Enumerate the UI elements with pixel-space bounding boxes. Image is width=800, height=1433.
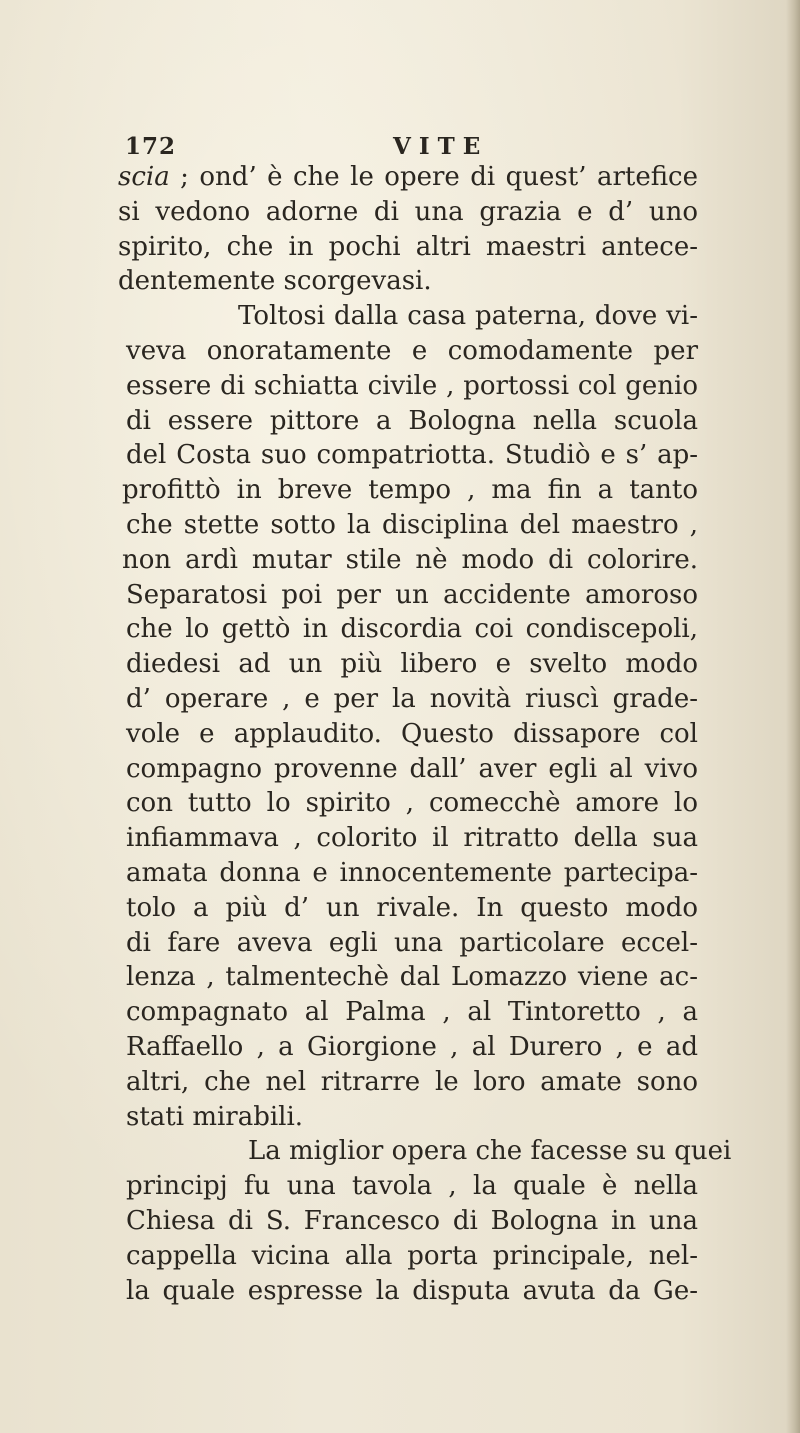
running-title: VITE	[393, 133, 489, 160]
page-edge-shadow	[786, 0, 800, 1433]
page-header	[125, 133, 690, 161]
text-line: amata donna e innocentemente partecipa-	[126, 857, 698, 888]
page-number: 172	[125, 133, 177, 160]
text-line: lenza , talmentechè dal Lomazzo viene ac-	[126, 962, 698, 993]
text-line: principj fu una tavola , la quale è nella	[126, 1171, 698, 1202]
text-line: Raffaello , a Giorgione , al Durero , e ad	[126, 1031, 698, 1062]
text-line: veva onoratamente e comodamente per	[126, 335, 698, 366]
text-line: del Costa suo compatriotta. Studiò e s’ ap-	[126, 440, 698, 471]
text-line: di essere pittore a Bologna nella scuola	[126, 405, 698, 436]
text-line: altri, che nel ritrarre le loro amate sono	[126, 1066, 698, 1097]
text-line: profittò in breve tempo , ma fin a tanto	[122, 475, 698, 506]
text-line: spirito, che in pochi altri maestri antece-	[118, 231, 698, 262]
text-line: stati mirabili.	[126, 1101, 304, 1132]
text-line: diedesi ad un più libero e svelto modo	[126, 649, 698, 680]
text-line: compagno provenne dall’ aver egli al vivo	[126, 753, 698, 784]
text-line: cappella vicina alla porta principale, nel-	[126, 1240, 698, 1271]
text-line: di fare aveva egli una particolare eccel-	[126, 927, 698, 958]
text-line: infiammava , colorito il ritratto della sua	[126, 823, 698, 854]
text-line: dentemente scorgevasi.	[118, 266, 432, 297]
body-text	[118, 160, 732, 1308]
text-line: vole e applaudito. Questo dissapore col	[126, 718, 698, 749]
text-line: si vedono adorne di una grazia e d’ uno	[118, 196, 698, 227]
text-line: Chiesa di S. Francesco di Bologna in una	[126, 1205, 698, 1236]
paragraph-start: Toltosi dalla casa paterna, dove vi-	[238, 301, 698, 332]
text-line: d’ operare , e per la novità riuscì grade-	[126, 683, 698, 714]
text-line: che lo gettò in discordia coi condiscepoli,	[126, 614, 698, 645]
text-line: la quale espresse la disputa avuta da Ge-	[126, 1275, 698, 1306]
text-line: compagnato al Palma , al Tintoretto , a	[126, 997, 698, 1028]
text-line: con tutto lo spirito , comecchè amore lo	[126, 788, 698, 819]
paragraph-start: La miglior opera che facesse su quei	[248, 1136, 732, 1167]
text-line: tolo a più d’ un rivale. In questo modo	[126, 892, 698, 923]
text-line: che stette sotto la disciplina del maestro ,	[126, 509, 698, 540]
text-line: non ardì mutar stile nè modo di colorire.	[122, 544, 698, 575]
text-line: Separatosi poi per un accidente amoroso	[126, 579, 698, 610]
text-line: essere di schiatta civile , portossi col genio	[126, 370, 698, 401]
text-line: scia ; ond’ è che le opere di quest’ artefice	[118, 162, 698, 192]
